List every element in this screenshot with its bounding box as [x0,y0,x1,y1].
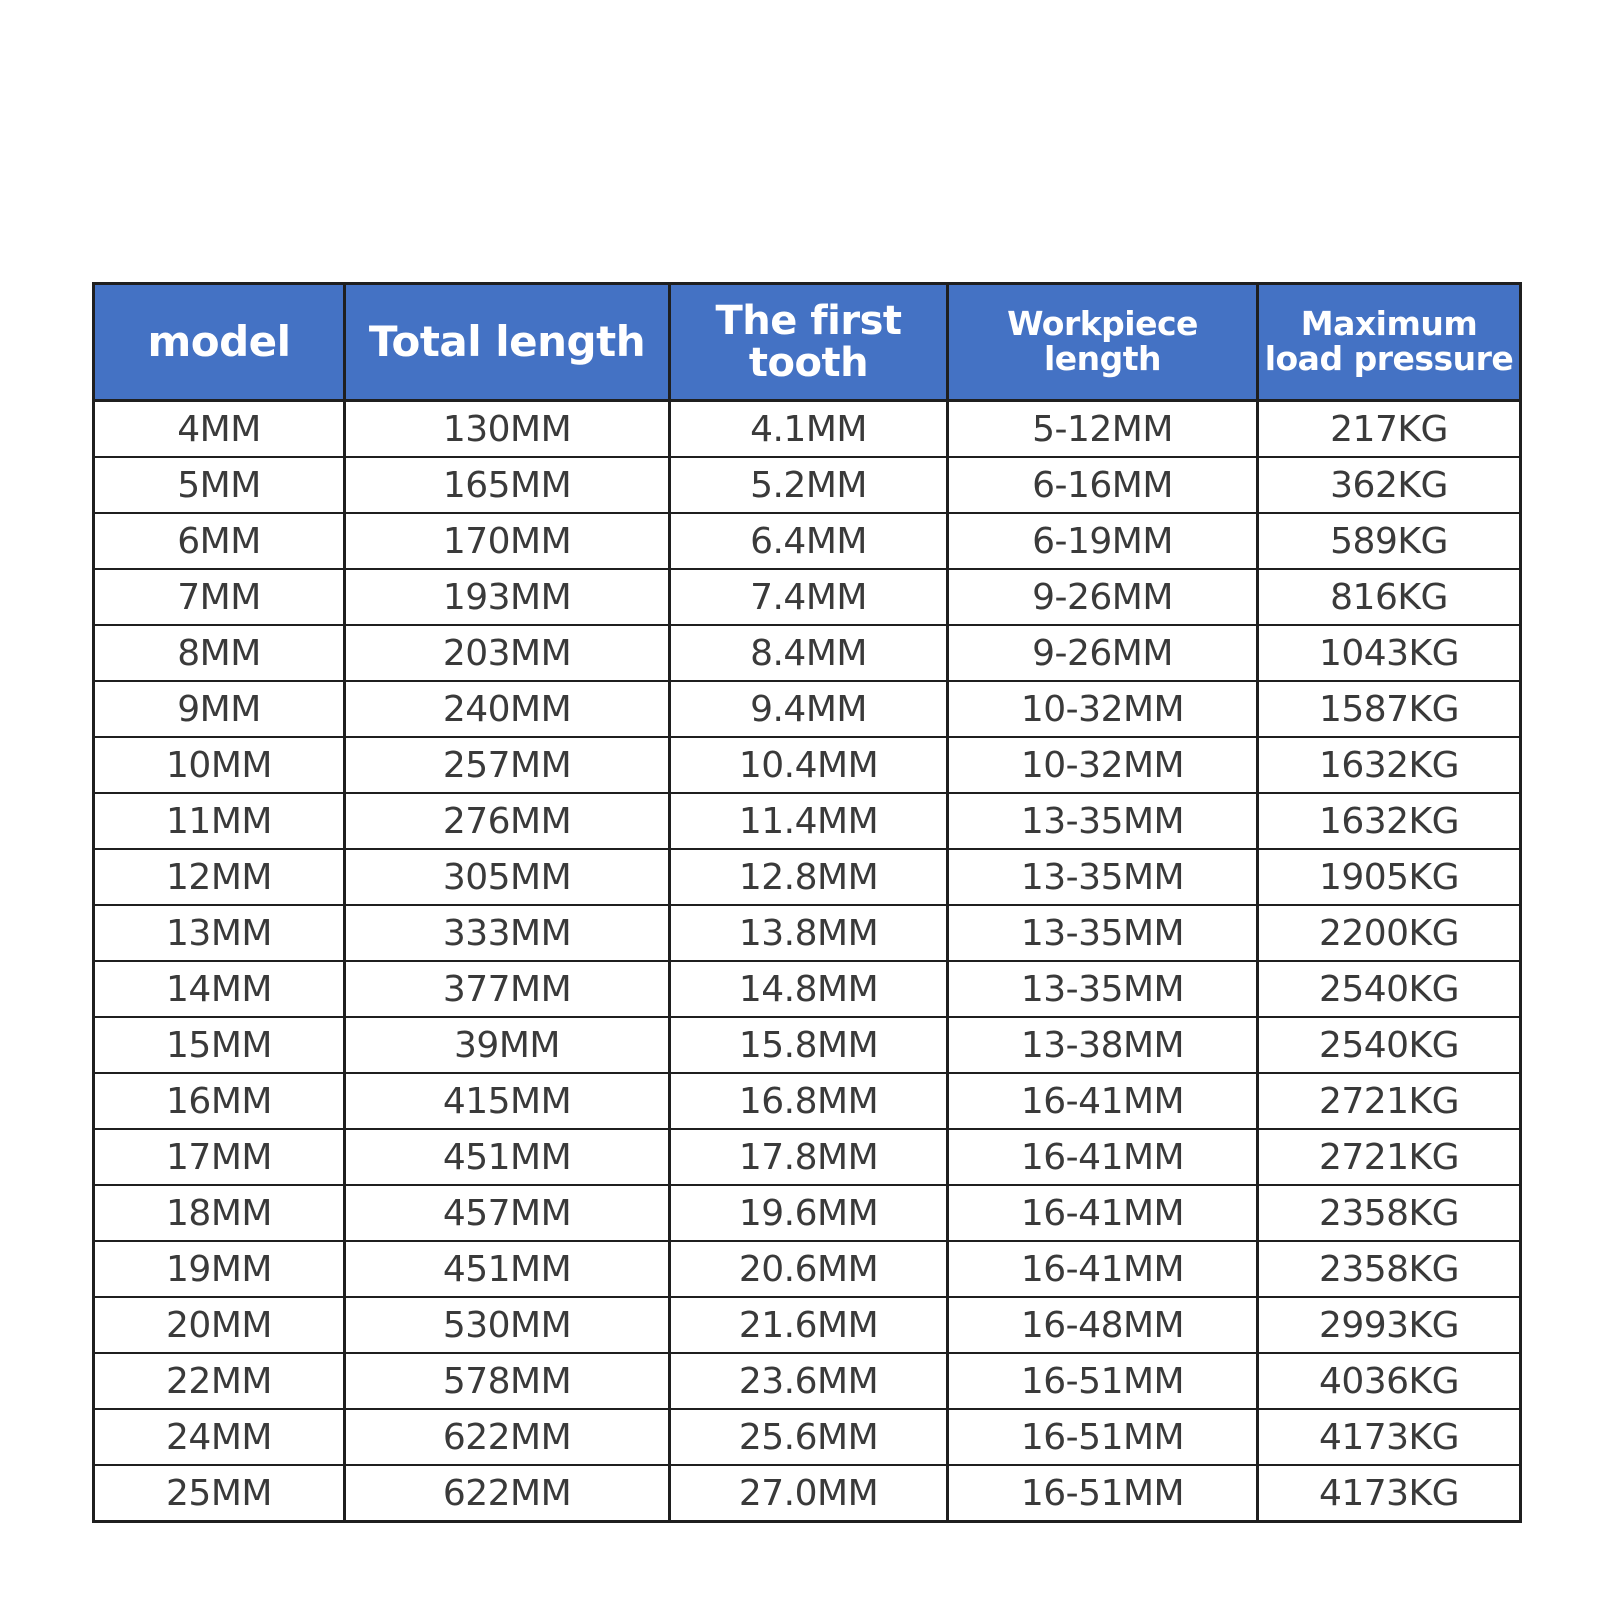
cell-workpiece-length: 13-35MM [948,849,1258,905]
cell-model: 24MM [94,1409,345,1465]
table-row [94,401,1521,458]
cell-model: 12MM [94,849,345,905]
cell-max-load-pressure: 217KG [1258,401,1521,458]
column-header-max-load-line1: Maximum [1300,304,1478,344]
cell-model: 17MM [94,1129,345,1185]
cell-max-load-pressure: 2358KG [1258,1241,1521,1297]
cell-first-tooth: 27.0MM [670,1465,948,1522]
table-row [94,1409,1521,1465]
table-row [94,737,1521,793]
cell-total-length: 240MM [345,681,670,737]
column-header-total-length: Total length [345,284,670,401]
cell-max-load-pressure: 2540KG [1258,961,1521,1017]
column-header-first-tooth: The first tooth [670,284,948,401]
table-row [94,1073,1521,1129]
cell-workpiece-length: 16-48MM [948,1297,1258,1353]
cell-max-load-pressure: 589KG [1258,513,1521,569]
cell-model: 14MM [94,961,345,1017]
cell-model: 9MM [94,681,345,737]
cell-first-tooth: 9.4MM [670,681,948,737]
cell-first-tooth: 17.8MM [670,1129,948,1185]
cell-workpiece-length: 16-41MM [948,1185,1258,1241]
table-row [94,513,1521,569]
cell-max-load-pressure: 2358KG [1258,1185,1521,1241]
cell-model: 20MM [94,1297,345,1353]
cell-max-load-pressure: 1632KG [1258,737,1521,793]
column-header-workpiece-length: Workpiece length [948,284,1258,401]
table-row [94,569,1521,625]
cell-total-length: 193MM [345,569,670,625]
cell-first-tooth: 16.8MM [670,1073,948,1129]
cell-first-tooth: 14.8MM [670,961,948,1017]
cell-max-load-pressure: 2721KG [1258,1073,1521,1129]
cell-workpiece-length: 13-35MM [948,961,1258,1017]
table-row [94,1465,1521,1522]
cell-workpiece-length: 16-41MM [948,1073,1258,1129]
cell-workpiece-length: 16-51MM [948,1353,1258,1409]
cell-total-length: 165MM [345,457,670,513]
cell-workpiece-length: 16-51MM [948,1465,1258,1522]
cell-first-tooth: 5.2MM [670,457,948,513]
cell-total-length: 457MM [345,1185,670,1241]
cell-total-length: 130MM [345,401,670,458]
cell-total-length: 451MM [345,1241,670,1297]
cell-model: 5MM [94,457,345,513]
cell-workpiece-length: 16-51MM [948,1409,1258,1465]
cell-first-tooth: 13.8MM [670,905,948,961]
column-header-max-load-pressure [1258,284,1521,401]
cell-model: 6MM [94,513,345,569]
cell-max-load-pressure: 4036KG [1258,1353,1521,1409]
table-row [94,1297,1521,1353]
cell-workpiece-length: 6-16MM [948,457,1258,513]
cell-total-length: 530MM [345,1297,670,1353]
cell-total-length: 276MM [345,793,670,849]
cell-max-load-pressure: 2993KG [1258,1297,1521,1353]
cell-total-length: 170MM [345,513,670,569]
table-row [94,961,1521,1017]
cell-first-tooth: 7.4MM [670,569,948,625]
cell-workpiece-length: 9-26MM [948,569,1258,625]
cell-total-length: 377MM [345,961,670,1017]
cell-model: 25MM [94,1465,345,1522]
cell-model: 8MM [94,625,345,681]
cell-max-load-pressure: 4173KG [1258,1409,1521,1465]
cell-model: 19MM [94,1241,345,1297]
cell-first-tooth: 11.4MM [670,793,948,849]
column-header-model: model [94,284,345,401]
cell-model: 15MM [94,1017,345,1073]
table-row [94,1353,1521,1409]
table-header-row [94,284,1521,401]
cell-max-load-pressure: 362KG [1258,457,1521,513]
cell-model: 7MM [94,569,345,625]
cell-total-length: 451MM [345,1129,670,1185]
cell-first-tooth: 25.6MM [670,1409,948,1465]
cell-model: 16MM [94,1073,345,1129]
table-row [94,905,1521,961]
cell-model: 13MM [94,905,345,961]
cell-workpiece-length: 13-35MM [948,905,1258,961]
cell-total-length: 203MM [345,625,670,681]
table-row [94,793,1521,849]
cell-max-load-pressure: 2540KG [1258,1017,1521,1073]
table-row [94,849,1521,905]
cell-max-load-pressure: 1587KG [1258,681,1521,737]
table-row [94,1185,1521,1241]
cell-first-tooth: 21.6MM [670,1297,948,1353]
cell-total-length: 257MM [345,737,670,793]
cell-first-tooth: 10.4MM [670,737,948,793]
cell-workpiece-length: 16-41MM [948,1241,1258,1297]
cell-workpiece-length: 16-41MM [948,1129,1258,1185]
table-row [94,457,1521,513]
cell-max-load-pressure: 4173KG [1258,1465,1521,1522]
cell-first-tooth: 23.6MM [670,1353,948,1409]
cell-model: 22MM [94,1353,345,1409]
table-row [94,1241,1521,1297]
cell-first-tooth: 15.8MM [670,1017,948,1073]
cell-first-tooth: 19.6MM [670,1185,948,1241]
cell-total-length: 622MM [345,1409,670,1465]
cell-first-tooth: 20.6MM [670,1241,948,1297]
cell-model: 10MM [94,737,345,793]
cell-workpiece-length: 5-12MM [948,401,1258,458]
cell-total-length: 578MM [345,1353,670,1409]
column-header-max-load-line2: load pressure [1264,339,1514,378]
cell-max-load-pressure: 2721KG [1258,1129,1521,1185]
cell-max-load-pressure: 1632KG [1258,793,1521,849]
cell-max-load-pressure: 816KG [1258,569,1521,625]
cell-workpiece-length: 10-32MM [948,737,1258,793]
cell-max-load-pressure: 2200KG [1258,905,1521,961]
cell-first-tooth: 6.4MM [670,513,948,569]
cell-first-tooth: 12.8MM [670,849,948,905]
cell-first-tooth: 8.4MM [670,625,948,681]
table-row [94,1129,1521,1185]
cell-total-length: 39MM [345,1017,670,1073]
cell-first-tooth: 4.1MM [670,401,948,458]
cell-workpiece-length: 6-19MM [948,513,1258,569]
cell-model: 4MM [94,401,345,458]
cell-model: 18MM [94,1185,345,1241]
table-row [94,625,1521,681]
table-row [94,681,1521,737]
spec-table-container [92,282,1519,1523]
cell-max-load-pressure: 1905KG [1258,849,1521,905]
cell-model: 11MM [94,793,345,849]
table-row [94,1017,1521,1073]
table-body [94,401,1521,1522]
cell-total-length: 415MM [345,1073,670,1129]
cell-total-length: 305MM [345,849,670,905]
cell-workpiece-length: 13-38MM [948,1017,1258,1073]
cell-workpiece-length: 10-32MM [948,681,1258,737]
cell-workpiece-length: 9-26MM [948,625,1258,681]
spec-table [92,282,1522,1523]
cell-total-length: 622MM [345,1465,670,1522]
cell-max-load-pressure: 1043KG [1258,625,1521,681]
cell-total-length: 333MM [345,905,670,961]
cell-workpiece-length: 13-35MM [948,793,1258,849]
